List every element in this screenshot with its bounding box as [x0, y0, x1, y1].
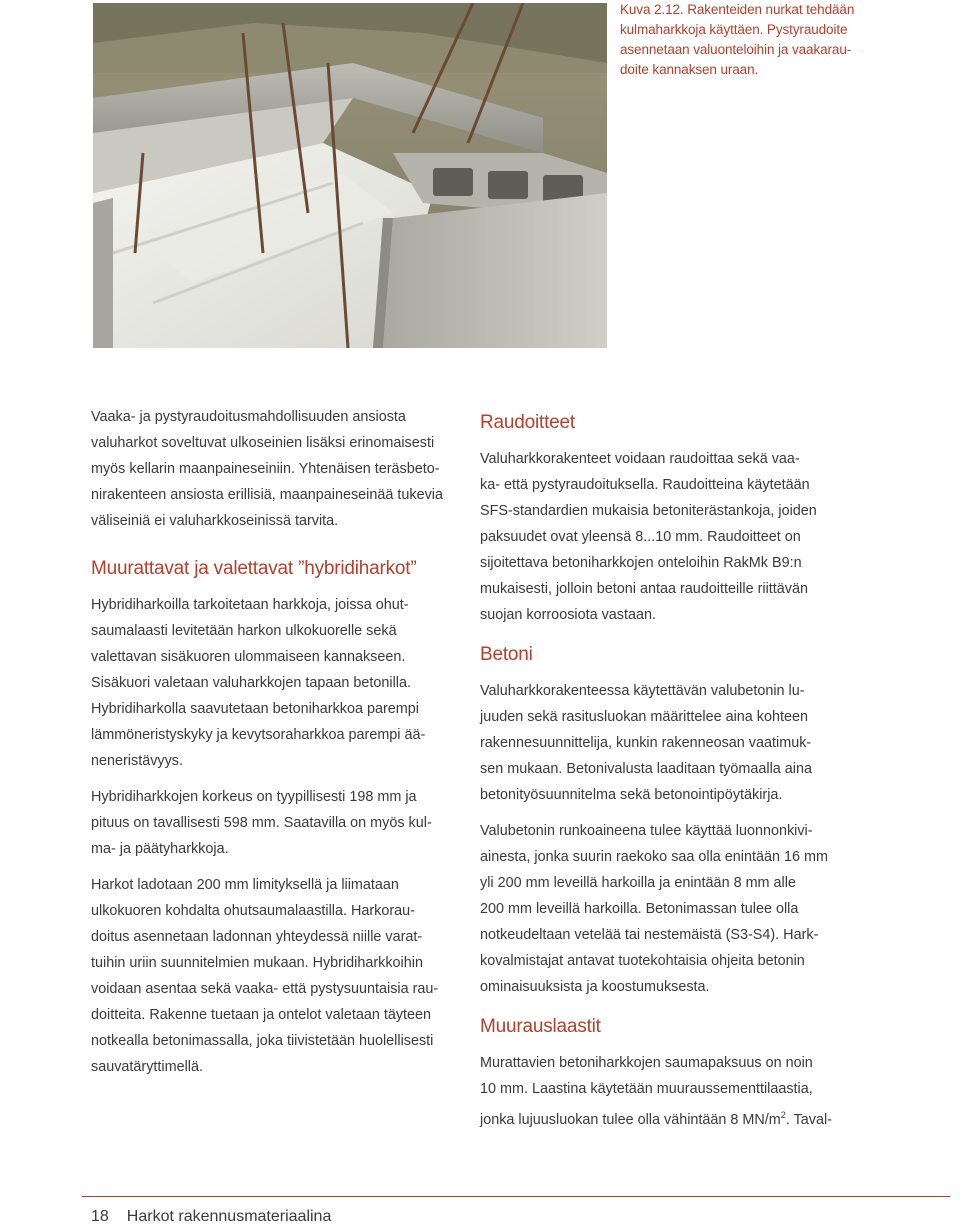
text-line: Murattavien betoniharkkojen saumapaksuus on noin — [480, 1055, 813, 1071]
text-line: juuden sekä rasitusluokan määrittelee aina kohteen — [480, 709, 808, 725]
text-line: myös kellarin maanpaineseiniin. Yhtenäisen teräsbeto- — [91, 461, 440, 477]
text-line: mukaisesti, jolloin betoni antaa raudoitteille riittävän — [480, 581, 808, 597]
text-line: valuharkot soveltuvat ulkoseinien lisäksi erinomaisesti — [91, 435, 435, 451]
text-line: 10 mm. Laastina käytetään muuraussementtilaastia, — [480, 1081, 813, 1097]
text-line: suojan korroosiota vastaan. — [480, 607, 656, 623]
text-line: voidaan asentaa sekä vaaka- että pystysuuntaisia rau- — [91, 981, 439, 997]
paragraph — [91, 872, 471, 1080]
text-line: neneristävyys. — [91, 753, 183, 769]
text-line: valettavan sisäkuoren ulommaiseen kannakseen. — [91, 649, 406, 665]
text-line: Sisäkuori valetaan valuharkkojen tapaan betonilla. — [91, 675, 412, 691]
section-heading-hybridiharkot: Muurattavat ja valettavat ”hybridiharkot” — [91, 558, 417, 579]
text-line: doitus asennetaan ladonnan yhteydessä niille varat- — [91, 929, 423, 945]
superscript: 2 — [780, 1110, 786, 1120]
text-line: yli 200 mm leveillä harkoilla ja enintään 8 mm alle — [480, 875, 796, 891]
text-line: Hybridiharkkojen korkeus on tyypillisesti 198 mm ja — [91, 789, 417, 805]
text-line: Vaaka- ja pystyraudoitusmahdollisuuden ansiosta — [91, 409, 406, 425]
text-line: doitteita. Rakenne tuetaan ja ontelot valetaan täyteen — [91, 1007, 432, 1023]
caption-line: doite kannaksen uraan. — [620, 62, 759, 77]
text-line: notkealla betonimassalla, joka tiivistetään huolellisesti — [91, 1033, 434, 1049]
text-line: ka- että pystyraudoituksella. Raudoitteina käytetään — [480, 477, 810, 493]
paragraph — [480, 678, 860, 808]
text-line: nirakenteen ansiosta erillisiä, maanpaineseinää tukevia — [91, 487, 443, 503]
photo-caption — [620, 0, 855, 80]
text-line: betonityösuunnitelma sekä betonointipöytäkirja. — [480, 787, 783, 803]
caption-line: asennetaan valuonteloihin ja vaakarau- — [620, 42, 852, 57]
text-line: Hybridiharkoilla tarkoitetaan harkkoja, joissa ohut- — [91, 597, 409, 613]
left-column — [91, 404, 471, 1080]
text-line: Valuharkkorakenteet voidaan raudoittaa sekä vaa- — [480, 451, 800, 467]
text-line: lämmöneristyskyky ja kevytsoraharkkoa parempi ää- — [91, 727, 426, 743]
text-line: SFS-standardien mukaisia betoniterästankoja, joiden — [480, 503, 817, 519]
text-line: ulkokuoren kohdalta ohutsaumalaastilla. Harkorau- — [91, 903, 415, 919]
text-line: Harkot ladotaan 200 mm limityksellä ja liimataan — [91, 877, 399, 893]
paragraph — [91, 592, 471, 774]
text-line: ominaisuuksista ja koostumuksesta. — [480, 979, 710, 995]
right-column — [480, 410, 860, 1133]
paragraph — [91, 784, 471, 862]
text-fragment: . Taval- — [785, 1111, 832, 1128]
text-line: tuihin uriin suunnitelmien mukaan. Hybridiharkkoihin — [91, 955, 423, 971]
footer-title: Harkot rakennusmateriaalina — [126, 1208, 332, 1225]
text-line: rakennesuunnittelija, kunkin rakenneosan vaatimuk- — [480, 735, 812, 751]
text-line: ma- ja päätyharkkoja. — [91, 841, 229, 857]
text-line: notkeudeltaan vetelää tai nestemäistä (S3-S4). Hark- — [480, 927, 819, 943]
text-line: sauvatäryttimellä. — [91, 1059, 203, 1075]
caption-line: Kuva 2.12. Rakenteiden nurkat tehdään — [620, 2, 855, 17]
page-footer — [91, 1208, 331, 1226]
text-line: paksuudet ovat yleensä 8...10 mm. Raudoitteet on — [480, 529, 801, 545]
text-line: pituus on tavallisesti 598 mm. Saatavilla on myös kul- — [91, 815, 432, 831]
caption-line: kulmaharkkoja käyttäen. Pystyraudoite — [620, 22, 848, 37]
text-fragment: jonka lujuusluokan tulee olla vähintään 8 MN/m — [480, 1111, 781, 1128]
text-line: ainesta, jonka suurin raekoko saa olla enintään 16 mm — [480, 849, 828, 865]
page-number: 18 — [91, 1208, 109, 1225]
text-line: väliseiniä ei valuharkkoseinissä tarvita. — [91, 513, 339, 529]
text-line: kovalmistajat antavat tuotekohtaisia ohjeita betonin — [480, 953, 805, 969]
construction-photo — [93, 3, 607, 348]
footer-rule — [82, 1196, 950, 1197]
text-line: sijoitettava betoniharkkojen onteloihin RakMk B9:n — [480, 555, 802, 571]
text-line: sen mukaan. Betonivalusta laaditaan työmaalla aina — [480, 761, 812, 777]
section-heading-muurauslaastit: Muurauslaastit — [480, 1016, 601, 1037]
text-line: 200 mm leveillä harkoilla. Betonimassan tulee olla — [480, 901, 799, 917]
paragraph — [480, 818, 860, 1000]
paragraph — [480, 446, 860, 628]
section-heading-betoni: Betoni — [480, 644, 533, 665]
intro-paragraph — [91, 404, 471, 534]
text-line: Hybridiharkolla saavutetaan betoniharkkoa parempi — [91, 701, 419, 717]
text-line: saumalaasti levitetään harkon ulkokuorelle sekä — [91, 623, 397, 639]
section-heading-raudoitteet: Raudoitteet — [480, 412, 575, 433]
text-line: Valubetonin runkoaineena tulee käyttää luonnonkivi- — [480, 823, 813, 839]
text-line: Valuharkkorakenteessa käytettävän valubetonin lu- — [480, 683, 805, 699]
text-line — [480, 1102, 860, 1133]
paragraph — [480, 1050, 860, 1133]
